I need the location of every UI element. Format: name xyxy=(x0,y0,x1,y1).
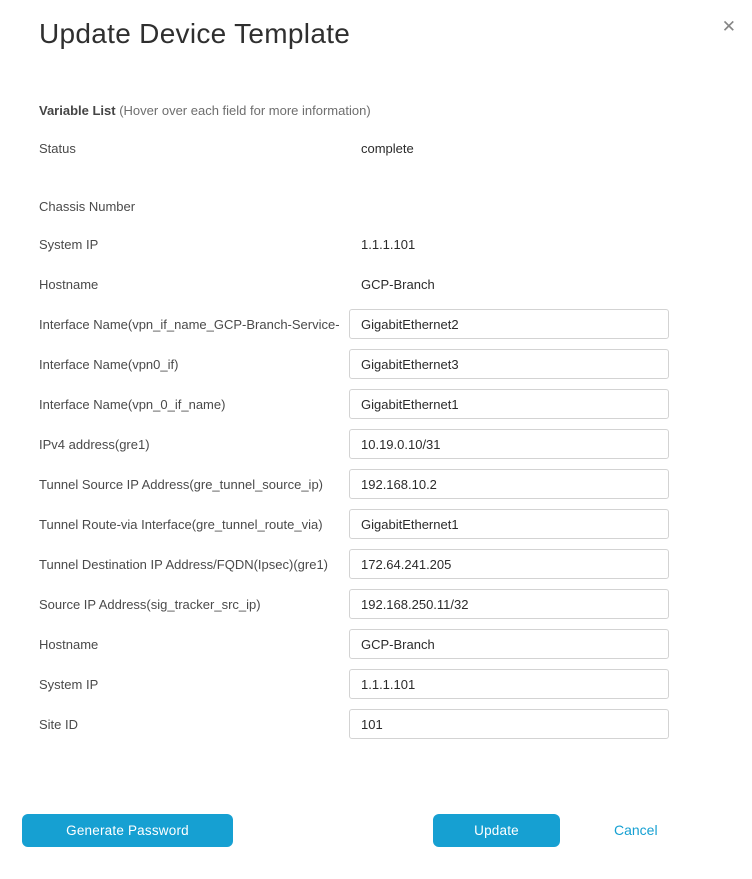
section-hint: (Hover over each field for more information) xyxy=(119,103,371,118)
update-device-template-dialog xyxy=(0,14,752,879)
field-row-interface-name-service xyxy=(39,309,752,339)
dialog-footer xyxy=(0,814,752,848)
field-label: Status xyxy=(39,140,76,156)
field-row-tunnel-source-ip xyxy=(39,469,752,499)
field-row-tunnel-destination-ip xyxy=(39,549,752,579)
field-row-status xyxy=(39,133,752,163)
tunnel-route-via-input[interactable] xyxy=(349,509,669,539)
field-row-hostname-static xyxy=(39,269,752,299)
variable-list-subheader xyxy=(39,103,752,118)
system-ip-input[interactable] xyxy=(349,669,669,699)
interface-name-service-input[interactable] xyxy=(349,309,669,339)
field-row-site-id xyxy=(39,709,752,739)
field-label: IPv4 address(gre1) xyxy=(39,436,150,452)
field-row-interface-name-vpn0-if xyxy=(39,349,752,379)
field-label: System IP xyxy=(39,236,99,252)
field-value: 1.1.1.101 xyxy=(361,236,416,252)
field-label: Tunnel Source IP Address(gre_tunnel_source_ip) xyxy=(39,476,324,492)
tunnel-source-ip-input[interactable] xyxy=(349,469,669,499)
field-row-ipv4-address-gre1 xyxy=(39,429,752,459)
interface-name-vpn0-if-input[interactable] xyxy=(349,349,669,379)
field-label: System IP xyxy=(39,676,99,692)
field-label: Source IP Address(sig_tracker_src_ip) xyxy=(39,596,261,612)
section-heading: Variable List xyxy=(39,103,116,118)
field-label: Chassis Number xyxy=(39,198,136,214)
update-button[interactable]: Update xyxy=(433,814,560,847)
field-label: Hostname xyxy=(39,276,99,292)
field-value: complete xyxy=(361,140,414,156)
field-row-system-ip-static xyxy=(39,229,752,259)
field-label: Tunnel Route-via Interface(gre_tunnel_route_via) xyxy=(39,516,323,532)
field-list xyxy=(39,133,752,739)
field-label: Hostname xyxy=(39,636,99,652)
generate-password-button[interactable]: Generate Password xyxy=(22,814,233,847)
field-row-source-ip-tracker xyxy=(39,589,752,619)
field-label: Tunnel Destination IP Address/FQDN(Ipsec)(gre1) xyxy=(39,556,329,572)
dialog-title: Update Device Template xyxy=(39,18,351,49)
source-ip-tracker-input[interactable] xyxy=(349,589,669,619)
field-label: Site ID xyxy=(39,716,79,732)
field-row-hostname xyxy=(39,629,752,659)
field-label: Interface Name(vpn_0_if_name) xyxy=(39,396,226,412)
field-row-interface-name-vpn-0-if-name xyxy=(39,389,752,419)
cancel-link[interactable]: Cancel xyxy=(614,822,658,838)
close-icon[interactable]: ✕ xyxy=(721,17,736,36)
field-row-tunnel-route-via xyxy=(39,509,752,539)
field-label: Interface Name(vpn_if_name_GCP-Branch-Service- xyxy=(39,316,340,332)
interface-name-vpn-0-if-name-input[interactable] xyxy=(349,389,669,419)
ipv4-address-gre1-input[interactable] xyxy=(349,429,669,459)
tunnel-destination-ip-input[interactable] xyxy=(349,549,669,579)
field-label: Interface Name(vpn0_if) xyxy=(39,356,179,372)
hostname-input[interactable] xyxy=(349,629,669,659)
field-row-chassis-number xyxy=(39,191,752,221)
field-row-system-ip xyxy=(39,669,752,699)
field-value: GCP-Branch xyxy=(361,276,435,292)
site-id-input[interactable] xyxy=(349,709,669,739)
